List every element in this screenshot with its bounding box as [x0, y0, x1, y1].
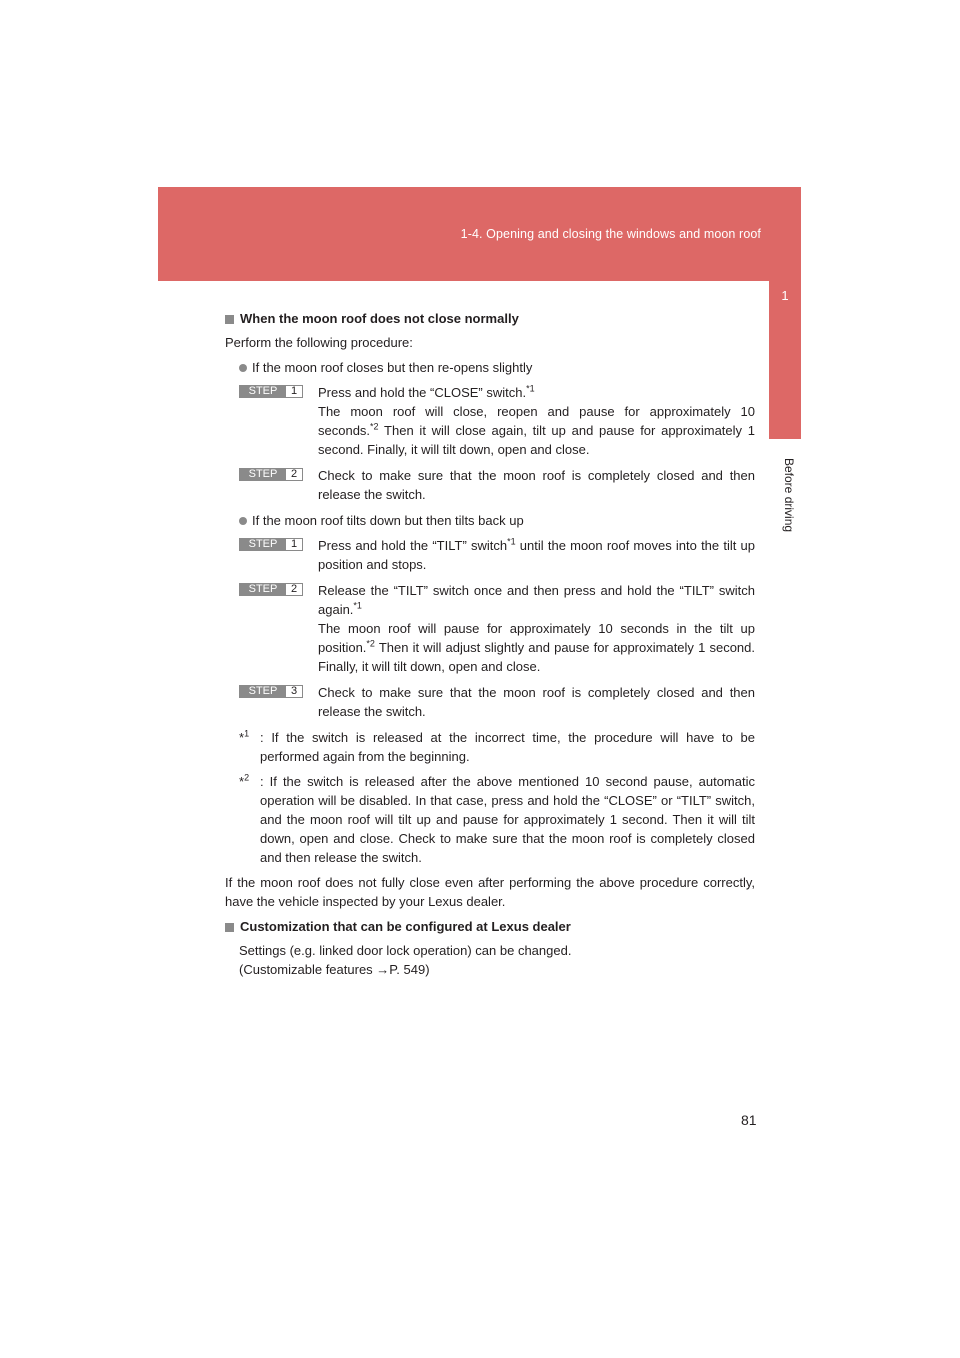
- footnote-2: [239, 772, 755, 867]
- case2-step-3: [239, 683, 755, 721]
- step-text: Check to make sure that the moon roof is completely closed and then release the switch.: [318, 468, 755, 502]
- customization-text-1: Settings (e.g. linked door lock operation) can be changed.: [239, 943, 572, 958]
- header-band: [158, 187, 801, 281]
- case1-step-1: [239, 383, 755, 459]
- step-text: Release the “TILT” switch once and then press and hold the “TILT” switch again.$^{*1}$ The moon roof will pause for approximately 10 seconds in the tilt up position.$^{*2}$ Then it will adjust slightly and pause for approximately 1 second. Finally, it will tilt down, open and close.: [318, 583, 755, 674]
- page-number: 81: [741, 1112, 757, 1128]
- round-bullet-icon: [239, 364, 247, 372]
- chapter-label: Before driving: [782, 458, 796, 533]
- case2-title: If the moon roof tilts down but then tilts back up: [239, 511, 755, 530]
- footnote-text: : If the switch is released after the above mentioned 10 second pause, automatic operation will be disabled. In that case, press and hold the “CLOSE” or “TILT” switch, and the moon roof will tilt up and pause for approximately 1 second. Then it will tilt down, open and close. Check to make sure that the moon roof is completely closed and then release the switch.: [260, 774, 755, 865]
- step-badge: STEP 2: [239, 468, 303, 481]
- step-badge: STEP 1: [239, 538, 303, 551]
- heading-moon-roof-close: When the moon roof does not close normally: [225, 309, 755, 328]
- step-badge: STEP 2: [239, 583, 303, 596]
- chapter-number: 1: [781, 288, 789, 303]
- case2-step-1: [239, 536, 755, 574]
- square-bullet-icon: [225, 923, 234, 932]
- footnote-1: [239, 728, 755, 766]
- step-text: Press and hold the “CLOSE” switch.$^{*1}$ The moon roof will close, reopen and pause for approximately 10 seconds.$^{*2}$ Then it will close again, tilt up and pause for approximately 1 second. Finally, it will tilt down, open and close.: [318, 383, 755, 457]
- step-text: Check to make sure that the moon roof is completely closed and then release the switch.: [318, 685, 755, 719]
- intro-text: Perform the following procedure:: [225, 335, 413, 350]
- footnote-mark: *$^2$: [239, 772, 250, 789]
- case1-title: If the moon roof closes but then re-opens slightly: [239, 358, 755, 377]
- step-badge: STEP 3: [239, 685, 303, 698]
- heading-customization: Customization that can be configured at Lexus dealer: [225, 917, 755, 936]
- step-badge: STEP 1: [239, 385, 303, 398]
- footnote-text: : If the switch is released at the incorrect time, the procedure will have to be performed again from the beginning.: [260, 730, 755, 764]
- section-title: 1-4. Opening and closing the windows and moon roof: [460, 227, 761, 241]
- chapter-tab: [769, 187, 801, 439]
- page-content: [225, 309, 755, 979]
- footnote-mark: *$^1$: [239, 728, 250, 745]
- square-bullet-icon: [225, 315, 234, 324]
- round-bullet-icon: [239, 517, 247, 525]
- closing-text: If the moon roof does not fully close even after performing the above procedure correctly, have the vehicle inspected by your Lexus dealer.: [225, 875, 755, 909]
- case2-step-2: [239, 581, 755, 676]
- step-text: Press and hold the “TILT” switch$^{*1}$ until the moon roof moves into the tilt up position and stops.: [318, 536, 755, 572]
- customization-link[interactable]: (Customizable features →P. 549): [239, 962, 430, 977]
- case1-step-2: [239, 466, 755, 504]
